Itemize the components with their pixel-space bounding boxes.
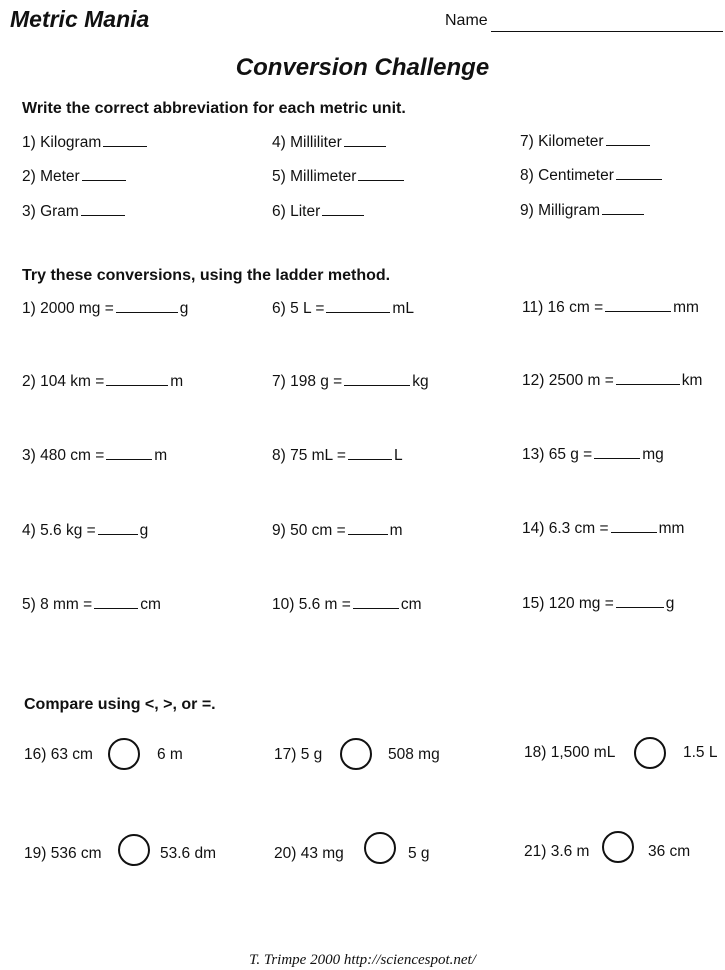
conversion-item: 14) 6.3 cm = mm [522,520,685,537]
compare-left-value: 16) 63 cm [24,746,93,763]
conversion-item: 11) 16 cm = mm [522,299,699,316]
abbrev-item: 9) Milligram [520,202,646,220]
worksheet-subtitle: Conversion Challenge [235,54,490,81]
answer-blank [616,178,662,180]
answer-blank [98,533,138,535]
conversion-item: 10) 5.6 m = cm [272,596,422,613]
abbrev-item: 6) Liter [272,203,366,221]
answer-blank [106,384,168,386]
conversion-item: 12) 2500 m = km [522,372,703,389]
compare-left-value: 19) 536 cm [24,845,102,862]
compare-left-value: 17) 5 g [274,746,323,763]
answer-blank [344,384,410,386]
abbrev-item: 2) Meter [22,168,128,186]
conversion-item: 8) 75 mL = L [272,447,403,464]
compare-right-value: 36 cm [648,843,691,860]
compare-left-value: 21) 3.6 m [524,843,590,860]
compare-answer-circle[interactable] [108,738,140,770]
abbrev-item: 3) Gram [22,203,127,221]
answer-blank [611,531,657,533]
answer-blank [116,311,178,313]
answer-blank [353,607,399,609]
compare-left-value: 18) 1,500 mL [524,744,616,761]
abbrev-item: 5) Millimeter [272,168,406,186]
answer-blank [103,145,147,147]
name-blank-line [491,31,723,32]
answer-blank [94,607,138,609]
conversion-item: 4) 5.6 kg = g [22,522,149,539]
abbrev-item: 4) Milliliter [272,134,388,152]
answer-blank [106,458,152,460]
answer-blank [348,458,392,460]
section-abbreviations-heading: Write the correct abbreviation for each metric unit. [22,100,406,117]
compare-answer-circle[interactable] [364,832,396,864]
answer-blank [344,145,386,147]
worksheet-title: Metric Mania [10,6,150,32]
conversion-item: 2) 104 km = m [22,373,184,390]
answer-blank [606,144,650,146]
conversion-item: 15) 120 mg = g [522,595,675,612]
abbrev-item: 7) Kilometer [520,133,652,151]
answer-blank [81,214,125,216]
compare-right-value: 5 g [408,845,430,862]
answer-blank [82,179,126,181]
compare-right-value: 6 m [157,746,183,763]
answer-blank [322,214,364,216]
answer-blank [358,179,404,181]
conversion-item: 6) 5 L = mL [272,300,414,317]
compare-right-value: 508 mg [388,746,440,763]
compare-answer-circle[interactable] [602,831,634,863]
footer-credit: T. Trimpe 2000 http://sciencespot.net/ [249,952,476,968]
conversion-item: 7) 198 g = kg [272,373,429,390]
compare-right-value: 53.6 dm [160,845,217,862]
compare-answer-circle[interactable] [118,834,150,866]
compare-right-value: 1.5 L [683,744,718,761]
conversion-item: 9) 50 cm = m [272,522,403,539]
compare-answer-circle[interactable] [634,737,666,769]
answer-blank [326,311,390,313]
name-label: Name [445,12,488,29]
conversion-item: 5) 8 mm = cm [22,596,161,613]
abbrev-item: 1) Kilogram [22,134,149,152]
answer-blank [605,310,671,312]
abbrev-item: 8) Centimeter [520,167,664,185]
section-conversions-heading: Try these conversions, using the ladder method. [22,267,391,284]
compare-answer-circle[interactable] [340,738,372,770]
conversion-item: 1) 2000 mg = g [22,300,189,317]
conversion-item: 13) 65 g = mg [522,446,664,463]
answer-blank [616,383,680,385]
section-compare-heading: Compare using <, >, or =. [24,696,216,713]
conversion-item: 3) 480 cm = m [22,447,168,464]
answer-blank [602,213,644,215]
answer-blank [594,457,640,459]
answer-blank [348,533,388,535]
compare-left-value: 20) 43 mg [274,845,344,862]
answer-blank [616,606,664,608]
